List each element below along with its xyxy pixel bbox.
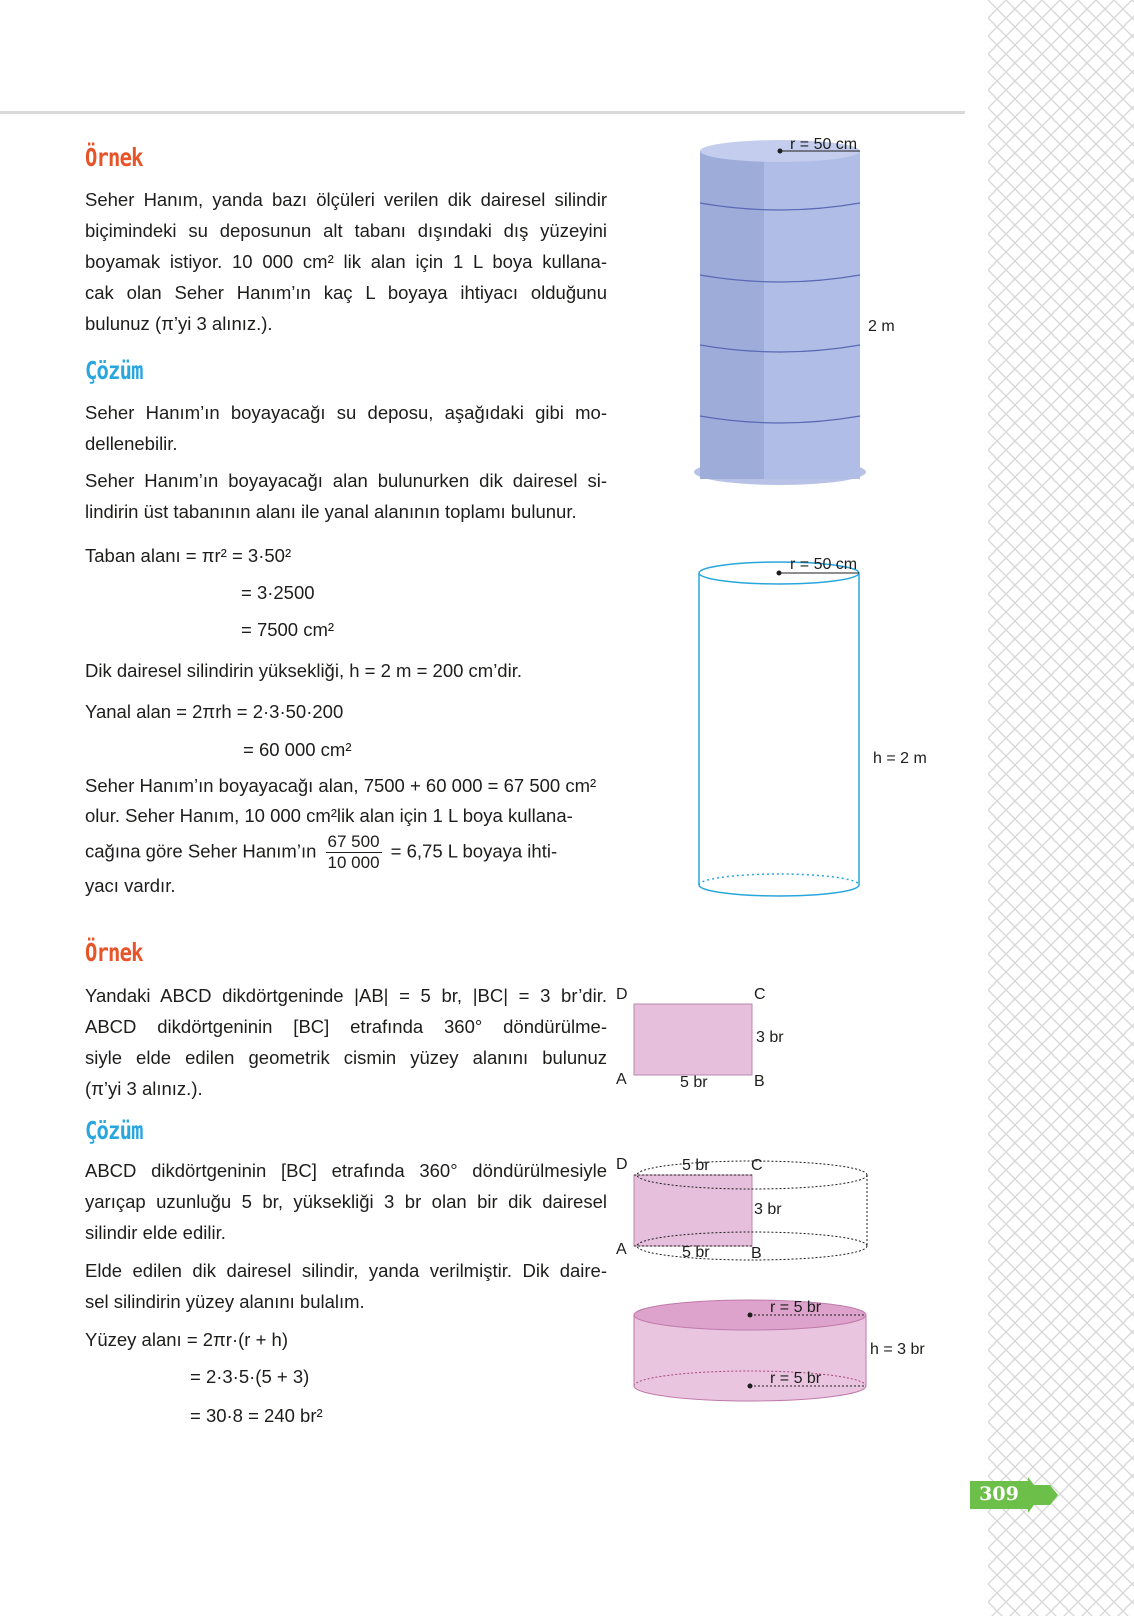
lateral-area-result: = 60 000 cm² bbox=[243, 739, 352, 760]
bottom-radius-label: r = 5 br bbox=[770, 1370, 822, 1387]
pink-cylinder-figure bbox=[630, 1295, 875, 1410]
text-line: Seher Hanım, yanda bazı ölçüleri verilen dik dairesel silindir bbox=[85, 189, 607, 210]
fraction-denominator: 10 000 bbox=[327, 853, 380, 872]
surface-area-result: = 30·8 = 240 br² bbox=[190, 1405, 323, 1426]
example-heading: Örnek bbox=[85, 938, 143, 967]
cylinder-height-label: h = 3 br bbox=[870, 1341, 925, 1358]
text-line: Yandaki ABCD dikdörtgeninde |AB| = 5 br, |BC| = 3 br’dir. bbox=[85, 985, 607, 1006]
paint-fraction bbox=[326, 832, 382, 873]
text-line: dellenebilir. bbox=[85, 433, 178, 454]
solution2-paragraph2 bbox=[85, 1255, 607, 1317]
cylinder-radius-label: r = 50 cm bbox=[790, 556, 858, 573]
vertex-a-label: A bbox=[616, 1241, 627, 1258]
base-area-result: = 7500 cm² bbox=[241, 619, 335, 640]
text-line: Seher Hanım’ın boyayacağı su deposu, aşağıdaki gibi mo- bbox=[85, 402, 607, 423]
paint-result-suffix: = 6,75 L boyaya ihti- bbox=[390, 840, 558, 862]
side-ab-label: 5 br bbox=[680, 1074, 708, 1091]
text-line: ABCD dikdörtgeninin [BC] etrafında 360° döndürülmesiyle bbox=[85, 1160, 607, 1181]
text-line: silindir elde edilir. bbox=[85, 1222, 226, 1243]
example1-text bbox=[85, 184, 607, 339]
solution1-paragraph2 bbox=[85, 465, 607, 527]
tank-height-label: 2 m bbox=[868, 318, 895, 335]
solution-heading: Çözüm bbox=[85, 356, 143, 385]
surface-area-formula: Yüzey alanı = 2πr·(r + h) bbox=[85, 1329, 288, 1350]
total-area-line: Seher Hanım’ın boyayacağı alan, 7500 + 60 000 = 67 500 cm² bbox=[85, 775, 597, 796]
vertex-b-label: B bbox=[751, 1245, 762, 1262]
top-radius-label: r = 5 br bbox=[770, 1299, 822, 1316]
tank-body-left bbox=[700, 151, 764, 479]
text-line: cak olan Seher Hanım’ın kaç L boyaya ihtiyacı olduğunu bbox=[85, 282, 607, 303]
solution-heading: Çözüm bbox=[85, 1116, 143, 1145]
page-number: 309 bbox=[979, 1483, 1019, 1505]
top-radius-label: 5 br bbox=[682, 1157, 710, 1174]
surface-area-step: = 2·3·5·(5 + 3) bbox=[190, 1366, 310, 1387]
page-number-tab bbox=[970, 1477, 1058, 1513]
header-rule bbox=[0, 111, 965, 114]
example-heading: Örnek bbox=[85, 143, 143, 172]
water-tank-figure bbox=[690, 135, 910, 495]
text-line: sel silindirin yüzey alanını bulalım. bbox=[85, 1291, 365, 1312]
vertex-b-label: B bbox=[754, 1073, 765, 1090]
vertex-c-label: C bbox=[751, 1157, 763, 1174]
vertex-c-label: C bbox=[754, 986, 766, 1003]
paint-usage-line: olur. Seher Hanım, 10 000 cm²lik alan için 1 L boya kullana- bbox=[85, 805, 573, 826]
text-line: yarıçap uzunluğu 5 br, yüksekliği 3 br olan bir dik dairesel bbox=[85, 1191, 607, 1212]
solution2-paragraph1 bbox=[85, 1155, 607, 1248]
paint-result-line bbox=[85, 832, 557, 873]
side-pattern bbox=[988, 0, 1134, 1616]
text-line: Elde edilen dik dairesel silindir, yanda verilmiştir. Dik daire- bbox=[85, 1260, 607, 1281]
paint-result-prefix: cağına göre Seher Hanım’ın bbox=[85, 840, 317, 862]
bottom-radius-label: 5 br bbox=[682, 1244, 710, 1261]
lateral-area-formula: Yanal alan = 2πrh = 2·3·50·200 bbox=[85, 701, 344, 722]
tank-radius-label: r = 50 cm bbox=[790, 136, 858, 153]
height-statement: Dik dairesel silindirin yüksekliği, h = 2 m = 200 cm’dir. bbox=[85, 660, 522, 681]
crosshatch-pattern-icon bbox=[988, 0, 1134, 1616]
text-line: (π’yi 3 alınız.). bbox=[85, 1078, 203, 1099]
fraction-numerator: 67 500 bbox=[327, 832, 380, 851]
text-line: boyamak istiyor. 10 000 cm² lik alan için 1 L boya kullana- bbox=[85, 251, 607, 272]
base-area-step: = 3·2500 bbox=[241, 582, 315, 603]
text-line: ABCD dikdörtgeninin [BC] etrafında 360° döndürülme- bbox=[85, 1016, 607, 1037]
cylinder-height-label: h = 2 m bbox=[873, 750, 927, 767]
text-line: siyle elde edilen geometrik cismin yüzey alanını bulunuz bbox=[85, 1047, 607, 1068]
rectangle-abcd-figure bbox=[630, 1000, 760, 1080]
text-line: Seher Hanım’ın boyayacağı alan bulunurken dik dairesel si- bbox=[85, 470, 607, 491]
text-line: bulunuz (π’yi 3 alınız.). bbox=[85, 313, 273, 334]
vertex-a-label: A bbox=[616, 1071, 627, 1088]
base-area-formula: Taban alanı = πr² = 3·50² bbox=[85, 545, 292, 566]
vertex-d-label: D bbox=[616, 986, 628, 1003]
solution1-paragraph1 bbox=[85, 397, 607, 459]
text-line: lindirin üst tabanının alanı ile yanal alanının toplamı bulunur. bbox=[85, 501, 577, 522]
cylinder-outline-figure bbox=[695, 555, 875, 900]
example2-text bbox=[85, 980, 607, 1104]
paint-result-end: yacı vardır. bbox=[85, 875, 176, 896]
text-line: biçimindeki su deposunun alt tabanı dışındaki dış yüzeyini bbox=[85, 220, 607, 241]
vertex-d-label: D bbox=[616, 1156, 628, 1173]
side-bc-label: 3 br bbox=[756, 1029, 784, 1046]
side-bc-label: 3 br bbox=[754, 1201, 782, 1218]
